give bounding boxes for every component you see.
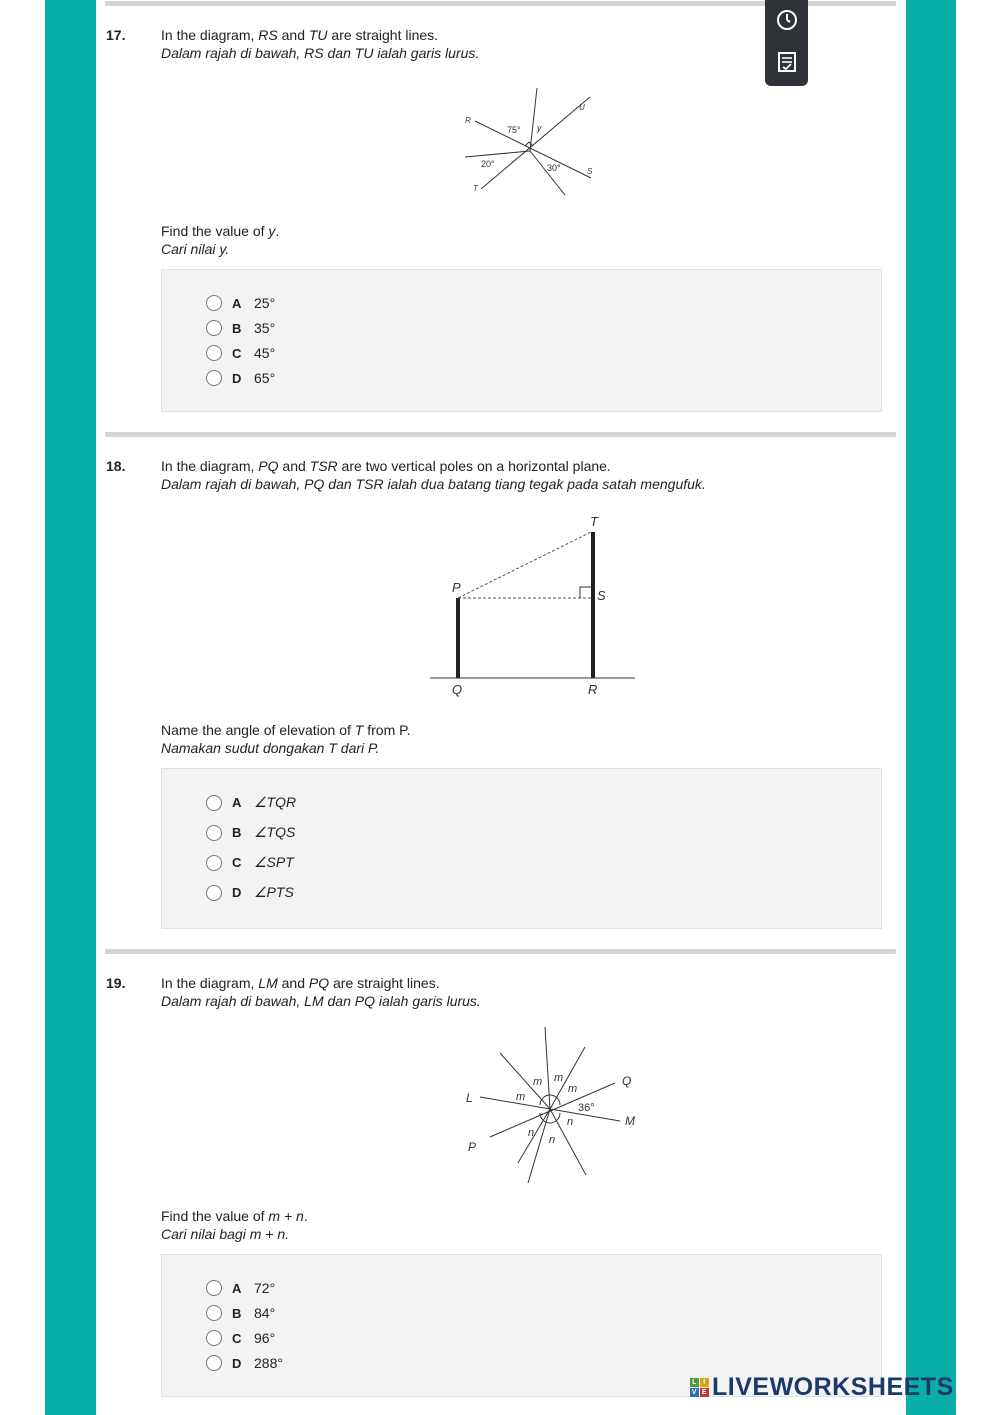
checklist-icon[interactable] — [773, 48, 801, 76]
separator — [105, 432, 896, 437]
radio-button[interactable] — [206, 1305, 222, 1321]
question-text: In the diagram, RS and TU are straight lines. Dalam rajah di bawah, RS dan TU ialah garis lurus. — [161, 27, 480, 61]
answer-choices — [161, 269, 882, 412]
choice-A[interactable]: A ∠TQR — [206, 794, 296, 811]
label-P: P — [468, 1140, 477, 1154]
question-text: In the diagram, LM and PQ are straight lines. Dalam rajah di bawah, LM dan PQ ialah garis lurus. — [161, 975, 481, 1009]
question-number: 19. — [106, 975, 126, 991]
angle-n: n — [528, 1127, 535, 1139]
angle-75: 75° — [507, 125, 521, 135]
angle-m: m — [533, 1076, 543, 1088]
label-Q: Q — [452, 682, 463, 697]
answer-choices — [161, 768, 882, 929]
choice-D[interactable]: D 65° — [206, 370, 275, 386]
worksheet-toolbar — [765, 0, 808, 86]
elevation-diagram-q18 — [425, 510, 640, 700]
right-teal-margin — [906, 0, 956, 1415]
angle-y: y — [537, 123, 542, 133]
choice-A[interactable]: A 72° — [206, 1280, 275, 1296]
angle-m: m — [516, 1091, 526, 1103]
radio-button[interactable] — [206, 1330, 222, 1346]
liveworksheets-logo-icon: L I V E — [691, 1379, 708, 1396]
label-R: R — [588, 682, 598, 697]
label-R: R — [465, 116, 471, 125]
label-Q: Q — [622, 1074, 632, 1088]
label-T: T — [473, 184, 478, 193]
question-prompt: Find the value of y. Cari nilai y. — [161, 223, 280, 257]
label-P: P — [452, 580, 461, 595]
radio-button[interactable] — [206, 320, 222, 336]
radio-button[interactable] — [206, 885, 222, 901]
angle-30: 30° — [547, 163, 561, 173]
angle-36: 36° — [578, 1102, 595, 1114]
label-S: S — [587, 167, 593, 176]
label-T: T — [590, 514, 598, 529]
choice-B[interactable]: B 84° — [206, 1305, 275, 1321]
label-M: M — [625, 1114, 635, 1128]
radio-button[interactable] — [206, 855, 222, 871]
choice-D[interactable]: D ∠PTS — [206, 884, 294, 901]
question-number: 17. — [106, 27, 126, 43]
label-U: U — [579, 103, 585, 112]
choice-B[interactable]: B ∠TQS — [206, 824, 295, 841]
radio-button[interactable] — [206, 345, 222, 361]
choice-A[interactable]: A 25° — [206, 295, 275, 311]
radio-button[interactable] — [206, 295, 222, 311]
radio-button[interactable] — [206, 795, 222, 811]
question-prompt: Name the angle of elevation of T from P. Namakan sudut dongakan T dari P. — [161, 722, 411, 756]
question-number: 18. — [106, 458, 126, 474]
label-L: L — [466, 1091, 473, 1105]
angle-diagram-q19 — [460, 1025, 645, 1185]
angle-n: n — [549, 1134, 556, 1146]
timer-icon[interactable] — [773, 6, 801, 34]
question-text: In the diagram, PQ and TSR are two vertical poles on a horizontal plane. Dalam rajah di bawah, PQ dan TSR ialah dua batang tiang tegak pada satah mengufuk. — [161, 458, 706, 492]
question-prompt: Find the value of m + n. Cari nilai bagi m + n. — [161, 1208, 308, 1242]
separator — [105, 949, 896, 954]
brand-name: LIVEWORKSHEETS — [712, 1373, 954, 1401]
radio-button[interactable] — [206, 370, 222, 386]
left-teal-margin — [45, 0, 96, 1415]
radio-button[interactable] — [206, 825, 222, 841]
angle-m: m — [568, 1083, 578, 1095]
label-S: S — [597, 588, 606, 603]
radio-button[interactable] — [206, 1355, 222, 1371]
angle-m: m — [554, 1072, 564, 1084]
angle-n: n — [567, 1116, 574, 1128]
choice-B[interactable]: B 35° — [206, 320, 275, 336]
angle-20: 20° — [481, 159, 495, 169]
radio-button[interactable] — [206, 1280, 222, 1296]
liveworksheets-brand[interactable] — [690, 1373, 954, 1402]
worksheet-page — [96, 0, 906, 1415]
choice-C[interactable]: C ∠SPT — [206, 854, 294, 871]
angle-diagram-q17 — [455, 83, 605, 203]
choice-C[interactable]: C 45° — [206, 345, 275, 361]
choice-D[interactable]: D 288° — [206, 1355, 283, 1371]
choice-C[interactable]: C 96° — [206, 1330, 275, 1346]
